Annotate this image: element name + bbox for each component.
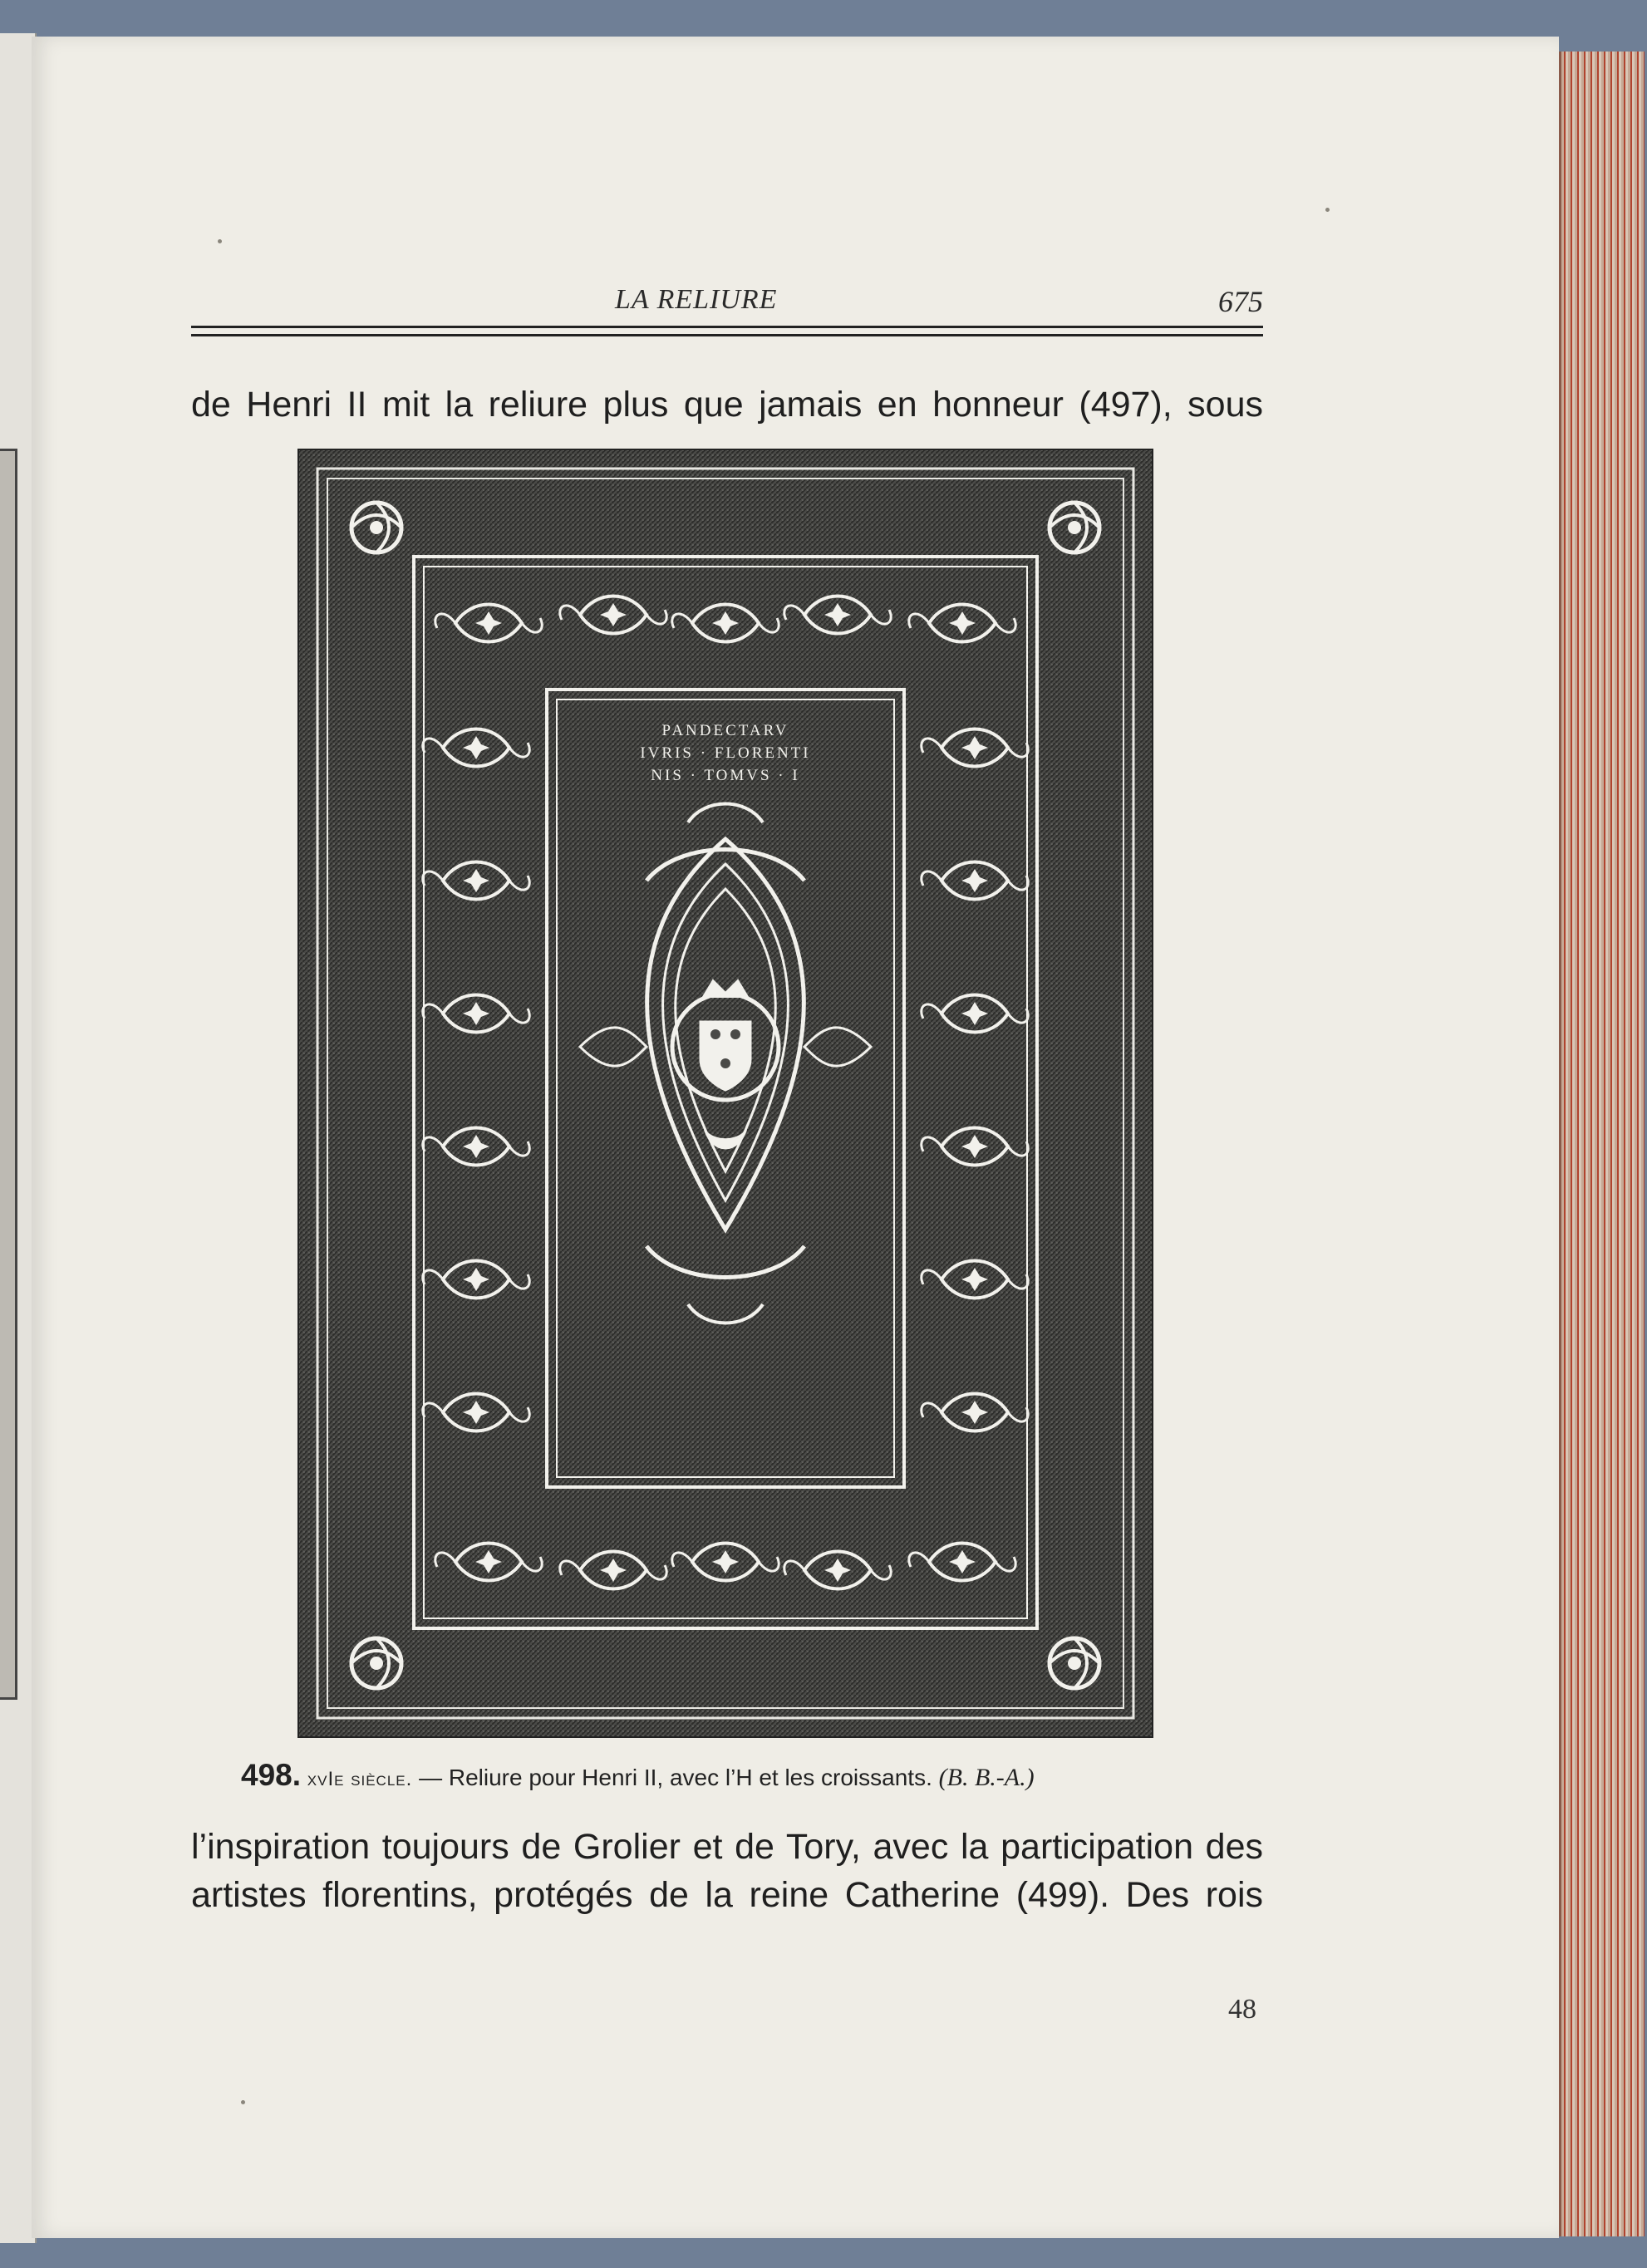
page-number: 675 <box>1218 285 1263 318</box>
left-page-plate-fragment <box>0 449 17 1700</box>
header-rule <box>191 326 1263 328</box>
caption-text: — Reliure pour Henri II, avec l’H et les croissants. <box>412 1765 939 1790</box>
signature-mark: 48 <box>1228 1994 1256 2025</box>
header-rule <box>191 334 1263 336</box>
caption-century: xvIe siècle. <box>307 1768 413 1790</box>
title-plate-line: IVRIS · FLORENTI <box>640 744 811 762</box>
running-title: LA RELIURE <box>615 284 778 315</box>
paper-speck <box>241 2100 245 2104</box>
page-block-edge <box>1559 52 1645 2236</box>
binding-engraving <box>297 449 1153 1738</box>
paper-speck <box>1325 208 1330 212</box>
title-plate <box>640 722 810 784</box>
figure-caption <box>241 1758 1213 1793</box>
text-line-3: artistes florentins, protégés de la reine Catherine (499). Des rois <box>191 1875 1263 1915</box>
text-line-2: l’inspiration toujours de Grolier et de Tory, avec la participation des <box>191 1827 1263 1867</box>
figure-number: 498. <box>241 1758 302 1792</box>
title-plate-line: PANDECTARV <box>661 722 789 739</box>
paper-speck <box>218 239 222 243</box>
text-line-1: de Henri II mit la reliure plus que jamais en honneur (497), sous <box>191 385 1263 425</box>
title-plate-line: NIS · TOMVS · I <box>651 767 800 784</box>
caption-source: (B. B.-A.) <box>938 1764 1035 1791</box>
running-header <box>191 284 1263 317</box>
